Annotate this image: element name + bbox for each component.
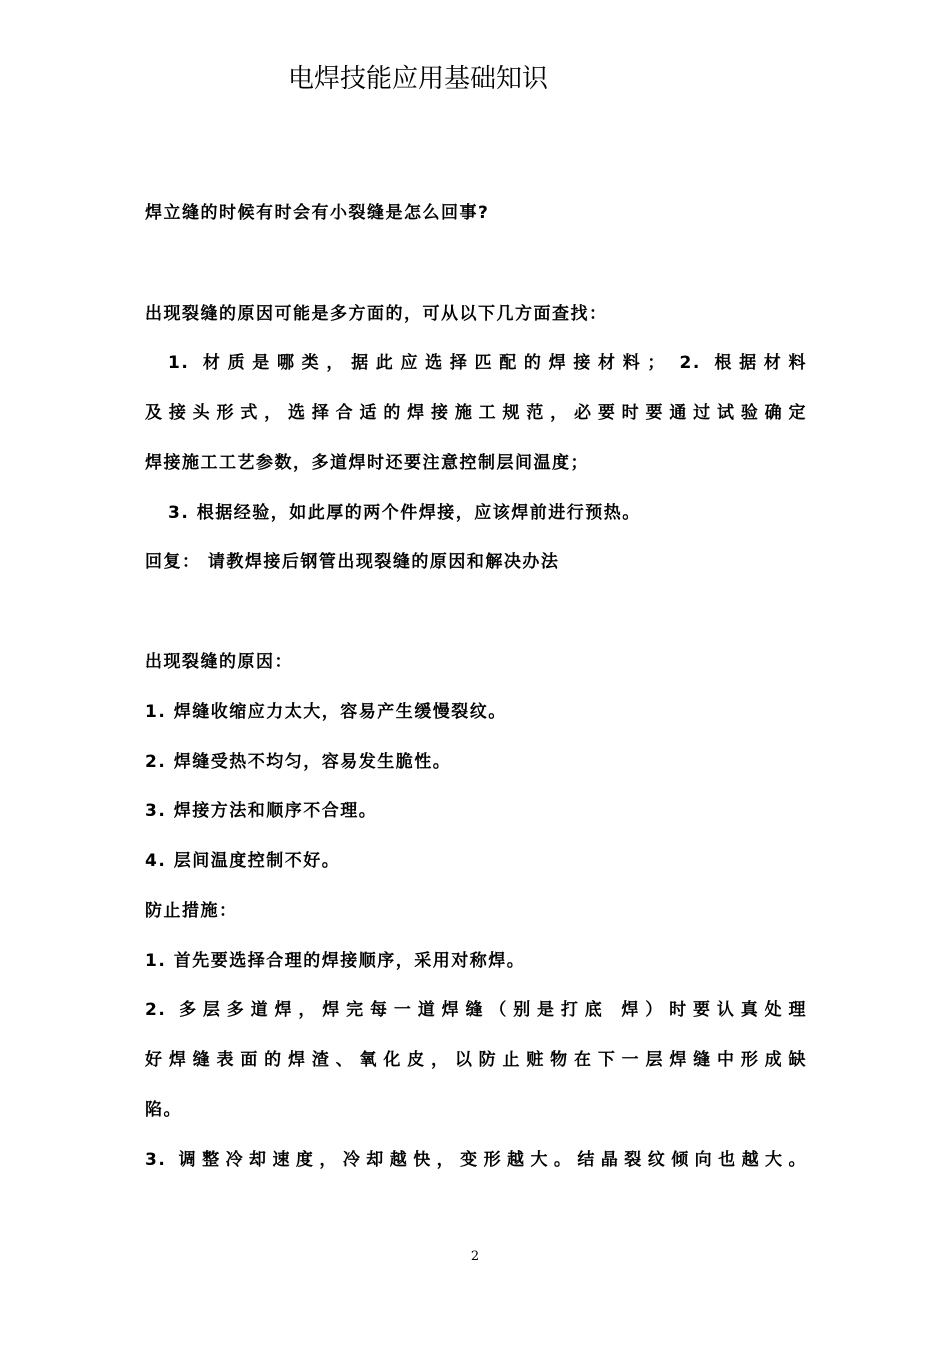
cause-item: 1. 焊缝收缩应力太大，容易产生缓慢裂纹。 xyxy=(145,702,507,722)
causes-heading: 出现裂缝的原因： xyxy=(145,652,293,672)
cause-item: 4. 层间温度控制不好。 xyxy=(145,851,341,871)
question-heading: 焊立缝的时候有时会有小裂缝是怎么回事? xyxy=(145,203,490,223)
answer-line: 3. 根据经验，如此厚的两个件焊接，应该焊前进行预热。 xyxy=(168,503,641,523)
document-title: 电焊技能应用基础知识 xyxy=(288,64,549,94)
measure-item: 2. 多层多道焊，焊完每一道焊缝（别是打底 焊）时要认真处理 xyxy=(145,1000,807,1020)
cause-item: 3. 焊接方法和顺序不合理。 xyxy=(145,801,378,821)
measures-heading: 防止措施： xyxy=(145,901,238,921)
measure-item: 陷。 xyxy=(145,1100,182,1120)
measure-item: 1. 首先要选择合理的焊接顺序，采用对称焊。 xyxy=(145,951,526,971)
page-number: 2 xyxy=(470,1249,480,1264)
answer-intro: 出现裂缝的原因可能是多方面的，可从以下几方面查找： xyxy=(145,304,608,324)
answer-line: 1. 材质是哪类，据此应选择匹配的焊接材料； 2. 根据材料 xyxy=(168,353,807,373)
measure-item: 好焊缝表面的焊渣、氧化皮，以防止赃物在下一层焊缝中形成缺 xyxy=(145,1050,807,1070)
answer-line: 焊接施工工艺参数，多道焊时还要注意控制层间温度； xyxy=(145,453,589,473)
reply-heading: 回复： 请教焊接后钢管出现裂缝的原因和解决办法 xyxy=(145,552,560,572)
cause-item: 2. 焊缝受热不均匀，容易发生脆性。 xyxy=(145,752,452,772)
answer-line: 及接头形式，选择合适的焊接施工规范，必要时要通过试验确定 xyxy=(145,403,807,423)
measure-item: 3. 调整冷却速度，冷却越快，变形越大。结晶裂纹倾向也越大。 xyxy=(145,1150,807,1170)
